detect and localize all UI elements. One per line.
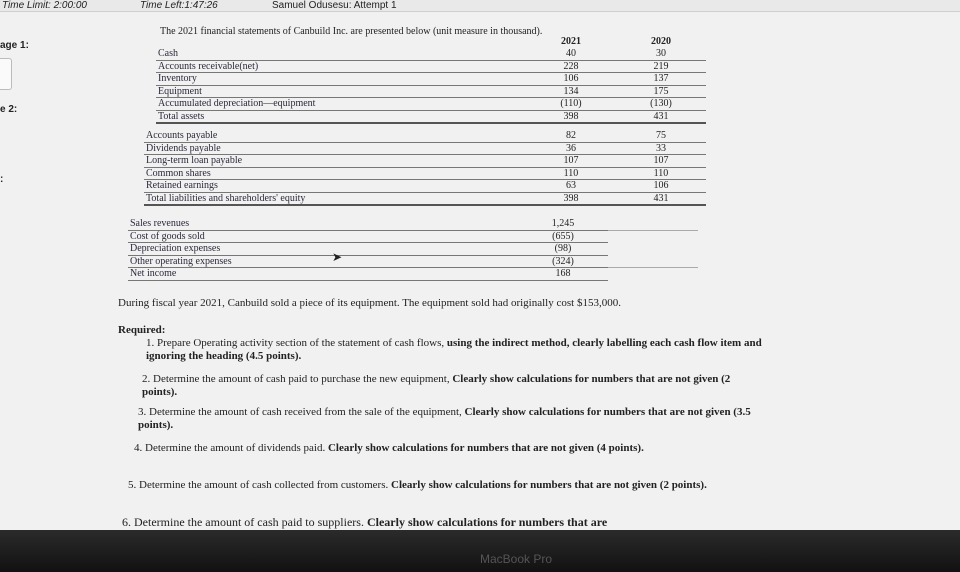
page-2-label[interactable]: e 2: — [0, 104, 18, 115]
table-row: Common shares 110 110 — [144, 167, 706, 180]
requirement-1: 1. Prepare Operating activity section of the statement of cash flows, using the indirect method, clearly labelling each cash flow item and ignoring the heading (4.5 points). — [146, 337, 762, 362]
table-row: Depreciation expenses (98) — [128, 243, 698, 256]
total-row: Total liabilities and shareholders' equity 398 431 — [144, 192, 706, 205]
table-row: Dividends payable 36 33 — [144, 142, 706, 155]
table-row: Long-term loan payable 107 107 — [144, 155, 706, 168]
page-sidebar — [0, 12, 48, 532]
page-3-label[interactable]: : — [0, 174, 4, 185]
income-table — [128, 218, 698, 281]
requirement-5: 5. Determine the amount of cash collected from customers. Clearly show calculations for numbers that are not given (2 points). — [128, 479, 707, 491]
page-1-label[interactable]: age 1: — [0, 40, 29, 51]
time-limit: Time Limit: 2:00:00 — [2, 0, 87, 11]
requirement-3: 3. Determine the amount of cash received from the sale of the equipment, Clearly show calculations for numbers that are not given (3.5 points). — [138, 406, 751, 431]
table-row: Accounts payable 82 75 — [144, 130, 706, 142]
liabilities-table — [144, 130, 706, 206]
year-2020-header: 2020 — [651, 36, 671, 48]
statement-intro: The 2021 financial statements of Canbuild Inc. are presented below (unit measure in thousand). — [160, 26, 543, 37]
year-header-row — [156, 36, 706, 48]
page-1-thumb[interactable] — [0, 58, 12, 90]
table-row: Retained earnings 63 106 — [144, 180, 706, 193]
equipment-note: During fiscal year 2021, Canbuild sold a piece of its equipment. The equipment sold had originally cost $153,000. — [118, 297, 621, 309]
table-row: Equipment 134 175 — [156, 85, 706, 98]
required-label: Required: — [118, 324, 166, 336]
assets-table — [156, 36, 706, 124]
table-row: Accounts receivable(net) 228 219 — [156, 60, 706, 73]
laptop-bezel — [0, 530, 960, 572]
time-left: Time Left:1:47:26 — [140, 0, 218, 11]
total-row: Total assets 398 431 — [156, 110, 706, 123]
bezel-brand-text: MacBook Pro — [480, 552, 553, 566]
table-row: Accumulated depreciation—equipment (110) (130) — [156, 98, 706, 111]
year-2021-header: 2021 — [561, 36, 581, 48]
table-row: Inventory 106 137 — [156, 73, 706, 86]
table-row: Cost of goods sold (655) — [128, 230, 698, 243]
requirement-4: 4. Determine the amount of dividends paid. Clearly show calculations for numbers that are not given (4 points). — [134, 442, 644, 454]
table-row: Net income 168 — [128, 268, 698, 281]
exam-topbar — [0, 0, 960, 12]
requirement-2: 2. Determine the amount of cash paid to purchase the new equipment, Clearly show calculations for numbers that are not given (2 points). — [142, 373, 731, 398]
requirement-6: 6. Determine the amount of cash paid to suppliers. Clearly show calculations for numbers that are — [122, 516, 608, 529]
attempt-user: Samuel Odusesu: Attempt 1 — [272, 0, 397, 11]
table-row: Cash 40 30 — [156, 48, 706, 60]
table-row: Sales revenues 1,245 — [128, 218, 698, 230]
mouse-cursor-icon: ➤ — [332, 250, 343, 264]
table-row: Other operating expenses (324) — [128, 255, 698, 268]
